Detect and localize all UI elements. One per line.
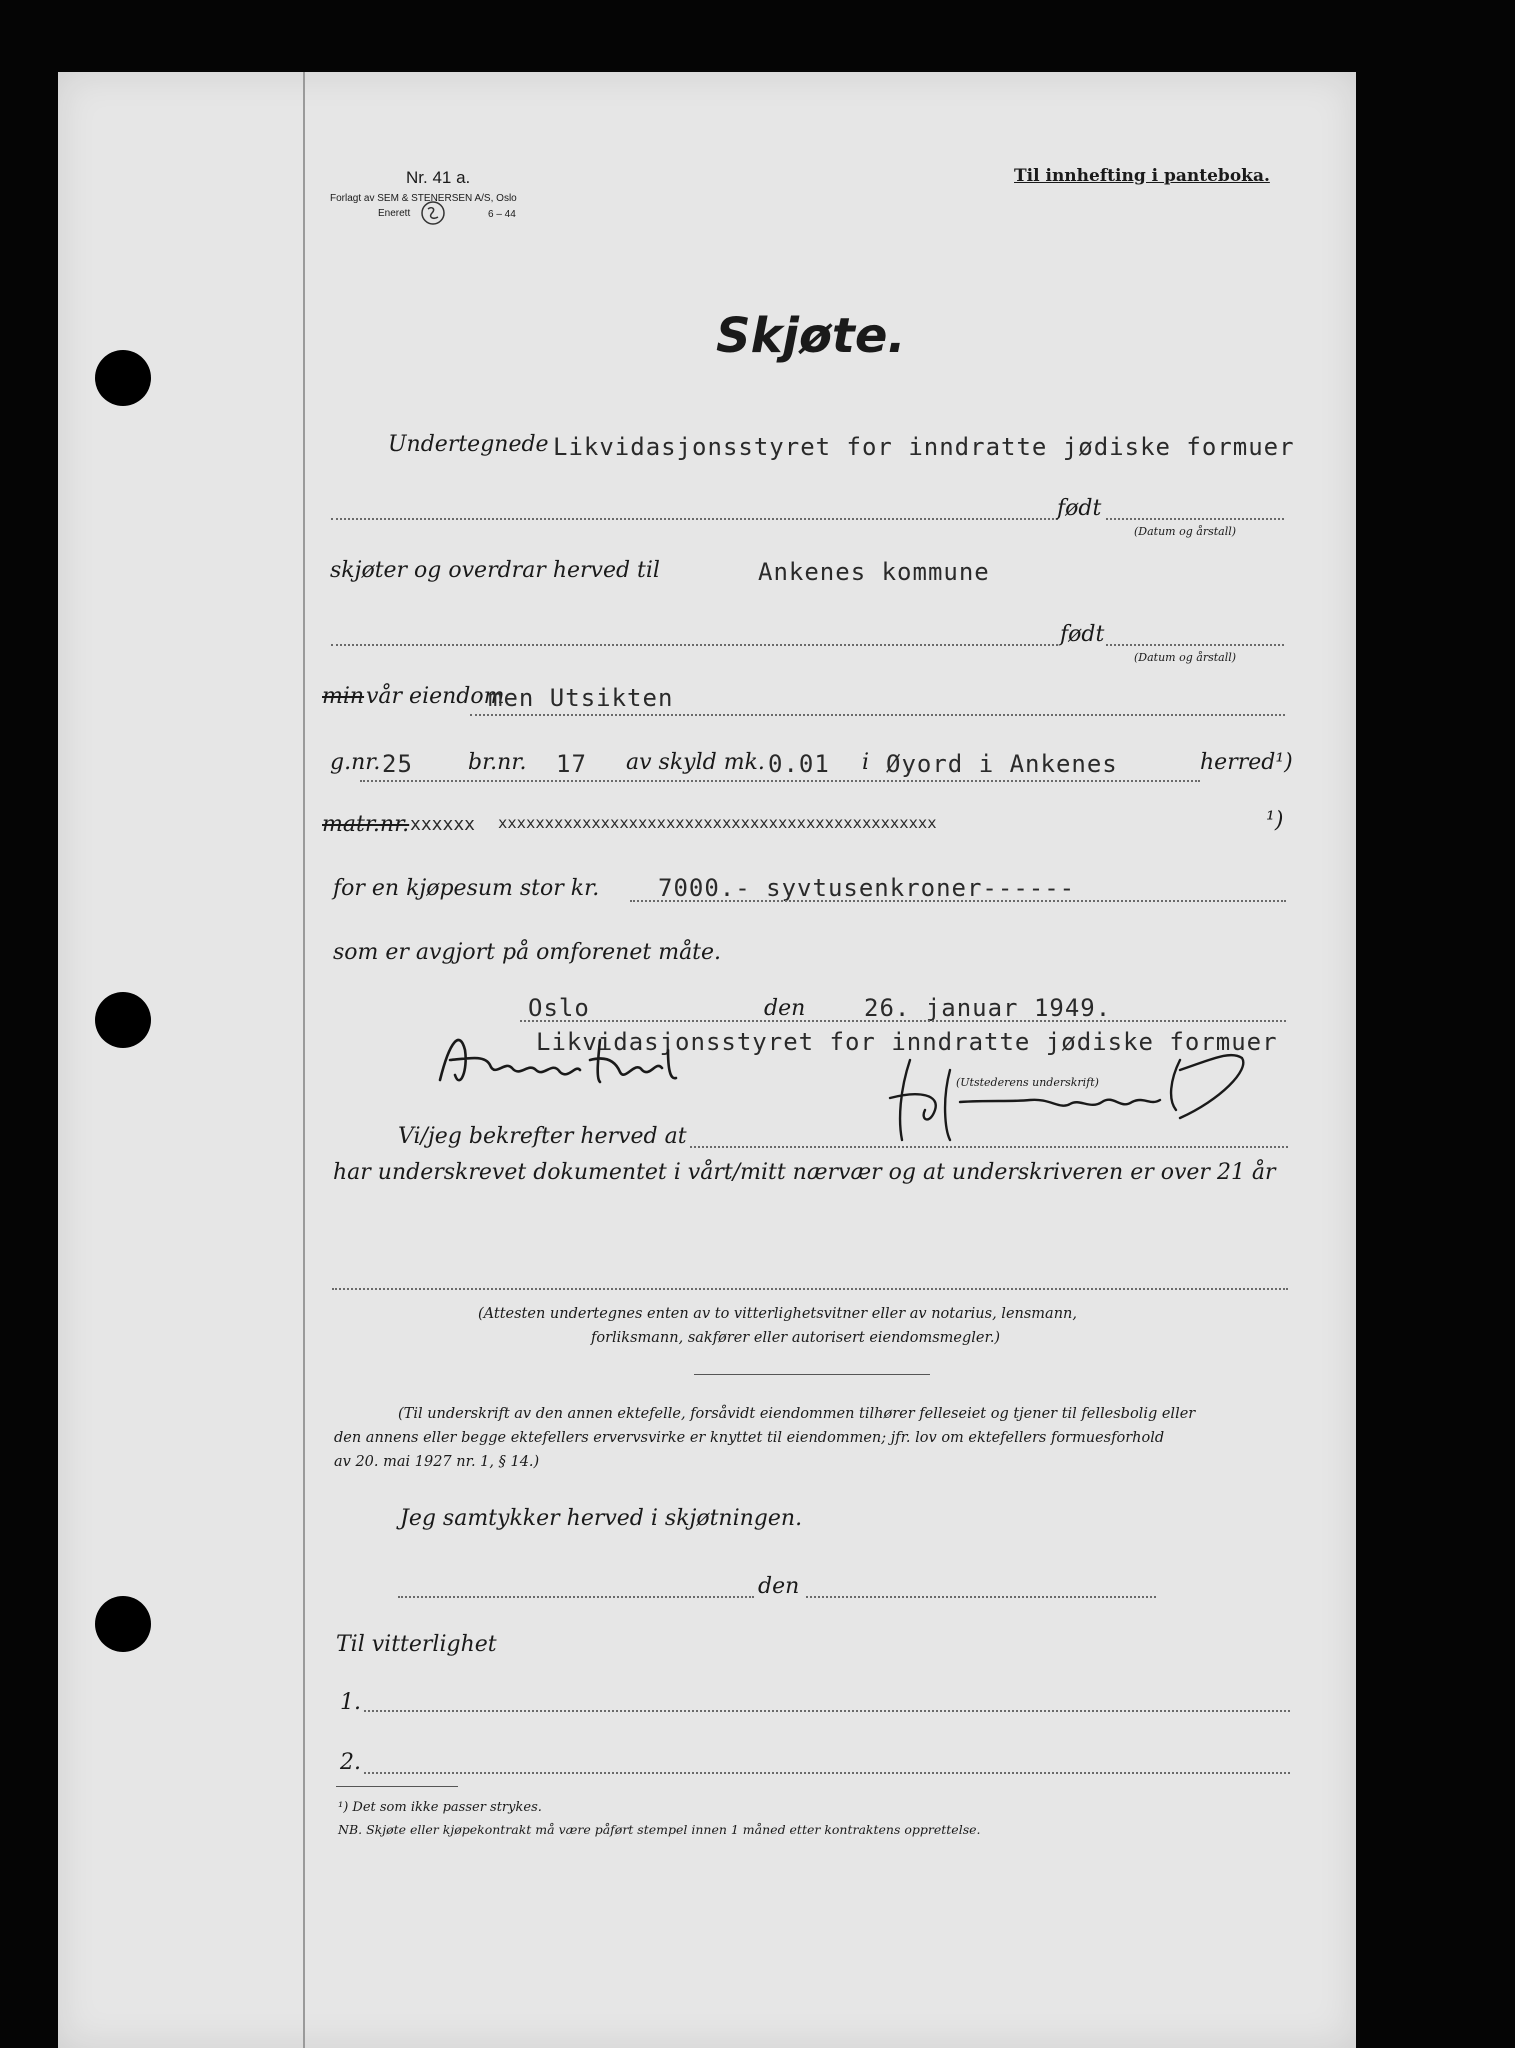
witnesses-heading: Til vitterlighet bbox=[336, 1632, 497, 1657]
gnr-label: g.nr. bbox=[330, 750, 381, 775]
form-number: Nr. 41 a. bbox=[406, 168, 471, 187]
dotted-line bbox=[690, 1146, 1288, 1148]
footnote-separator bbox=[336, 1786, 458, 1787]
brnr-label: br.nr. bbox=[468, 750, 527, 775]
binding-note: Til innhefting i panteboka. bbox=[1014, 166, 1270, 186]
matr-struck-x-long: xxxxxxxxxxxxxxxxxxxxxxxxxxxxxxxxxxxxxxxxxxxxxxx bbox=[498, 814, 937, 832]
eiendom-value: men Utsikten bbox=[488, 684, 674, 712]
skjoter-value: Ankenes kommune bbox=[758, 558, 990, 586]
spouse-consent: Jeg samtykker herved i skjøtningen. bbox=[400, 1506, 803, 1531]
skjoter-label: skjøter og overdrar herved til bbox=[330, 558, 660, 583]
dotted-line bbox=[360, 780, 1200, 782]
punch-hole-middle bbox=[95, 992, 151, 1048]
separator-line bbox=[694, 1374, 930, 1375]
place-value: Oslo bbox=[528, 994, 590, 1022]
kjopesum-value: 7000.- syvtusenkroner------ bbox=[658, 874, 1076, 902]
skyld-label: av skyld mk. bbox=[626, 750, 765, 775]
witness-number-2: 2. bbox=[340, 1750, 361, 1775]
publisher-seal-icon bbox=[420, 200, 446, 226]
dotted-line bbox=[364, 1710, 1290, 1712]
eiendom-label: vår eiendom bbox=[366, 684, 505, 709]
skyld-value: 0.01 bbox=[768, 750, 830, 778]
avgjort-text: som er avgjort på omforenet måte. bbox=[333, 940, 722, 965]
spouse-note-2: den annens eller begge ektefellers ervervsvirke er knyttet til eiendommen; jfr. lov om ektefellers formuesforhold bbox=[334, 1430, 1165, 1446]
witness-signature-handwritten bbox=[430, 1020, 710, 1100]
brnr-value: 17 bbox=[556, 750, 587, 778]
attest-note-1: (Attesten undertegnes enten av to vitterlighetsvitner eller av notarius, lensmann, bbox=[478, 1306, 1077, 1322]
matr-label: matr.nr. bbox=[322, 812, 410, 837]
datum-label-2: (Datum og årstall) bbox=[1134, 651, 1237, 664]
fodt-label-2: født bbox=[1060, 622, 1105, 647]
undertegnede-label: Undertegnede bbox=[388, 432, 549, 457]
footnote-2: NB. Skjøte eller kjøpekontrakt må være påført stempel innen 1 måned etter kontraktens opprettelse. bbox=[338, 1822, 981, 1837]
matr-footnote-ref: ¹) bbox=[1266, 808, 1284, 833]
dotted-line bbox=[331, 518, 1058, 520]
punch-hole-bottom bbox=[95, 1596, 151, 1652]
dotted-line bbox=[1106, 644, 1284, 646]
matr-struck-x: xxxxxx bbox=[410, 814, 476, 835]
dotted-line bbox=[364, 1772, 1290, 1774]
eneret-label: Enerett bbox=[378, 208, 411, 219]
document-title: Skjøte. bbox=[716, 308, 906, 364]
attest-line-2: har underskrevet dokumentet i vårt/mitt nærvær og at underskriveren er over 21 år bbox=[333, 1160, 1276, 1185]
seller-signature-label: (Utstederens underskrift) bbox=[956, 1076, 1099, 1089]
sted-value: Øyord i Ankenes bbox=[886, 750, 1118, 778]
datum-label-1: (Datum og årstall) bbox=[1134, 525, 1237, 538]
dotted-line bbox=[470, 714, 1285, 716]
witness-number-1: 1. bbox=[340, 1690, 361, 1715]
dotted-line bbox=[332, 1288, 1288, 1290]
dotted-line bbox=[331, 644, 1058, 646]
date-value: 26. januar 1949. bbox=[864, 994, 1112, 1022]
dotted-line bbox=[806, 1596, 1156, 1598]
footnote-1: ¹) Det som ikke passer strykes. bbox=[338, 1800, 542, 1815]
dotted-line bbox=[1106, 518, 1284, 520]
i-label: i bbox=[862, 750, 870, 775]
publisher-line: Forlagt av SEM & STENERSEN A/S, Oslo bbox=[330, 193, 517, 204]
punch-hole-top bbox=[95, 350, 151, 406]
fodt-label-1: født bbox=[1057, 496, 1102, 521]
attest-note-2: forliksmann, sakfører eller autorisert eiendomsmegler.) bbox=[591, 1330, 1001, 1346]
seller-signature-handwritten bbox=[880, 1040, 1260, 1150]
spouse-note-3: av 20. mai 1927 nr. 1, § 14.) bbox=[334, 1454, 540, 1470]
den-label: den bbox=[764, 996, 806, 1021]
gnr-value: 25 bbox=[382, 750, 413, 778]
dotted-line bbox=[398, 1596, 754, 1598]
eiendom-struck-label: min bbox=[322, 684, 365, 709]
dotted-line bbox=[630, 900, 1286, 902]
attest-line-1: Vi/jeg bekrefter herved at bbox=[398, 1124, 687, 1149]
kjopesum-label: for en kjøpesum stor kr. bbox=[333, 876, 600, 901]
spouse-note-1: (Til underskrift av den annen ektefelle, forsåvidt eiendommen tilhører felleseiet og tjener til fellesbolig eller bbox=[398, 1406, 1196, 1422]
undertegnede-value: Likvidasjonsstyret for inndratte jødiske formuer bbox=[553, 433, 1295, 461]
edition-code: 6 – 44 bbox=[488, 209, 516, 220]
seller-stamp: Likvidasjonsstyret for inndratte jødiske formuer bbox=[536, 1028, 1278, 1056]
spouse-den-label: den bbox=[758, 1574, 800, 1599]
herred-label: herred¹) bbox=[1200, 750, 1293, 775]
binding-margin-line bbox=[303, 72, 305, 2048]
